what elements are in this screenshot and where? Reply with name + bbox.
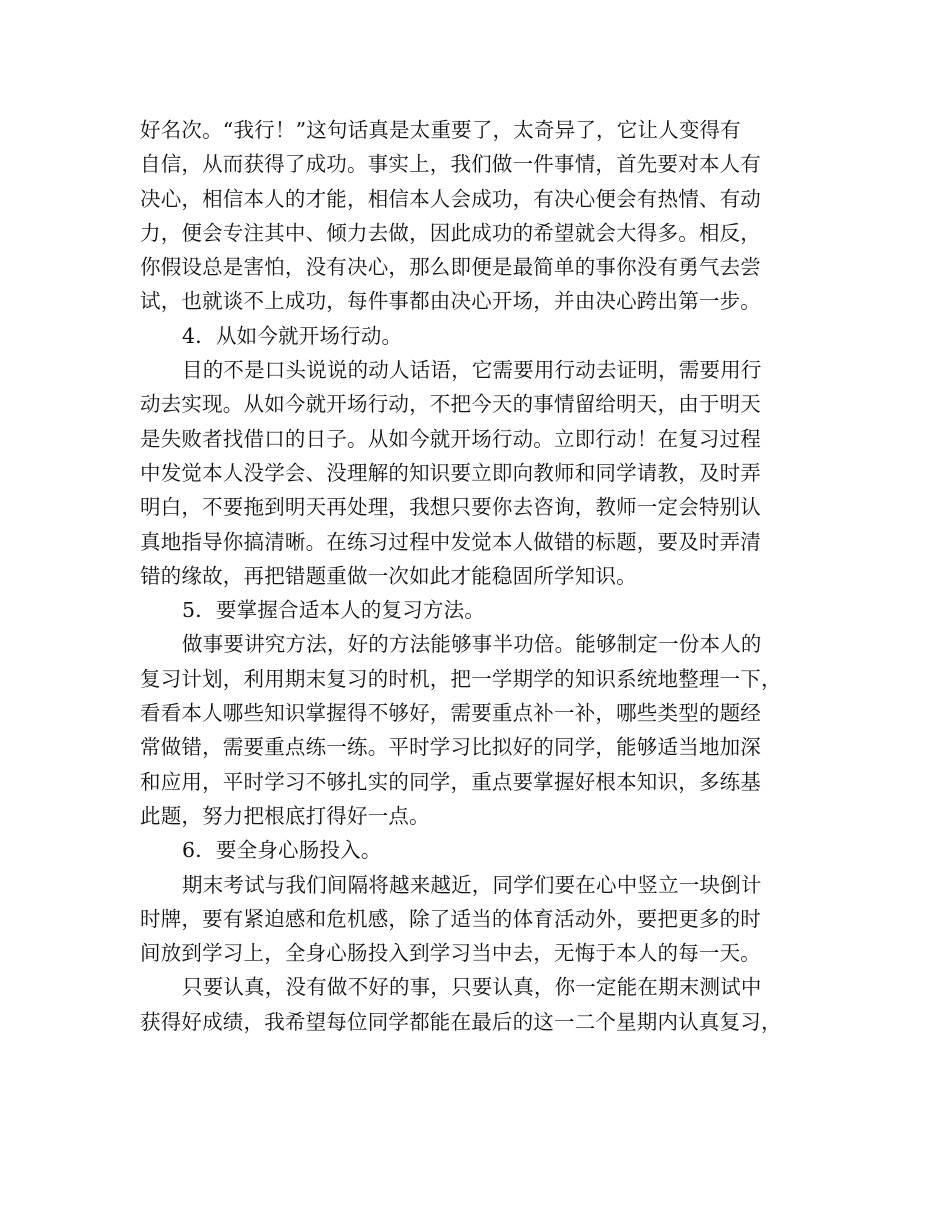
text-line: 决心，相信本人的才能，相信本人会成功，有决心便会有热情、有动 <box>140 186 761 211</box>
text-line: 6．要全身心肠投入。 <box>182 838 382 863</box>
text-line: 4．从如今就开场行动。 <box>182 323 403 348</box>
text-line: 和应用，平时学习不够扎实的同学，重点要掌握好根本知识，多练基 <box>140 769 761 794</box>
text-line: 明白，不要拖到明天再处理，我想只要你去咨询，教师一定会特别认 <box>140 495 761 520</box>
text-line: 好名次。“我行！”这句话真是太重要了，太奇异了，它让人变得有 <box>140 118 741 142</box>
text-line: 力，便会专注其中、倾力去做，因此成功的希望就会大得多。相反， <box>140 220 761 245</box>
text-line: 复习计划，利用期末复习的时机，把一学期学的知识系统地整理一下， <box>140 666 782 691</box>
text-line: 看看本人哪些知识掌握得不够好，需要重点补一补，哪些类型的题经 <box>140 701 761 726</box>
text-line: 目的不是口头说说的动人话语，它需要用行动去证明，需要用行 <box>182 358 762 383</box>
text-line: 间放到学习上，全身心肠投入到学习当中去，无悔于本人的每一天。 <box>140 941 761 966</box>
text-line: 期末考试与我们间隔将越来越近，同学们要在心中竖立一块倒计 <box>182 872 762 897</box>
text-line: 错的缘故，再把错题重做一次如此才能稳固所学知识。 <box>140 563 637 588</box>
text-line: 动去实现。从如今就开场行动，不把今天的事情留给明天，由于明天 <box>140 392 761 417</box>
text-line: 常做错，需要重点练一练。平时学习比拟好的同学，能够适当地加深 <box>140 735 761 760</box>
text-line: 真地指导你搞清晰。在练习过程中发觉本人做错的标题，要及时弄清 <box>140 529 761 554</box>
text-line: 获得好成绩，我希望每位同学都能在最后的这一二个星期内认真复习， <box>140 1009 782 1034</box>
document-body <box>140 113 820 1039</box>
text-line: 你假设总是害怕，没有决心，那么即便是最简单的事你没有勇气去尝 <box>140 255 761 280</box>
text-line: 做事要讲究方法，好的方法能够事半功倍。能够制定一份本人的 <box>182 632 762 657</box>
text-line: 此题，努力把根底打得好一点。 <box>140 803 430 828</box>
text-line: 5．要掌握合适本人的复习方法。 <box>182 598 486 623</box>
text-line: 自信，从而获得了成功。事实上，我们做一件事情，首先要对本人有 <box>140 152 761 177</box>
text-line: 是失败者找借口的日子。从如今就开场行动。立即行动！在复习过程 <box>140 426 761 451</box>
text-line: 中发觉本人没学会、没理解的知识要立即向教师和同学请教，及时弄 <box>140 460 761 485</box>
text-line: 时牌，要有紧迫感和危机感，除了适当的体育活动外，要把更多的时 <box>140 906 761 931</box>
text-line: 试，也就谈不上成功，每件事都由决心开场，并由决心跨出第一步。 <box>140 289 761 314</box>
text-line: 只要认真，没有做不好的事，只要认真，你一定能在期末测试中 <box>182 975 762 1000</box>
